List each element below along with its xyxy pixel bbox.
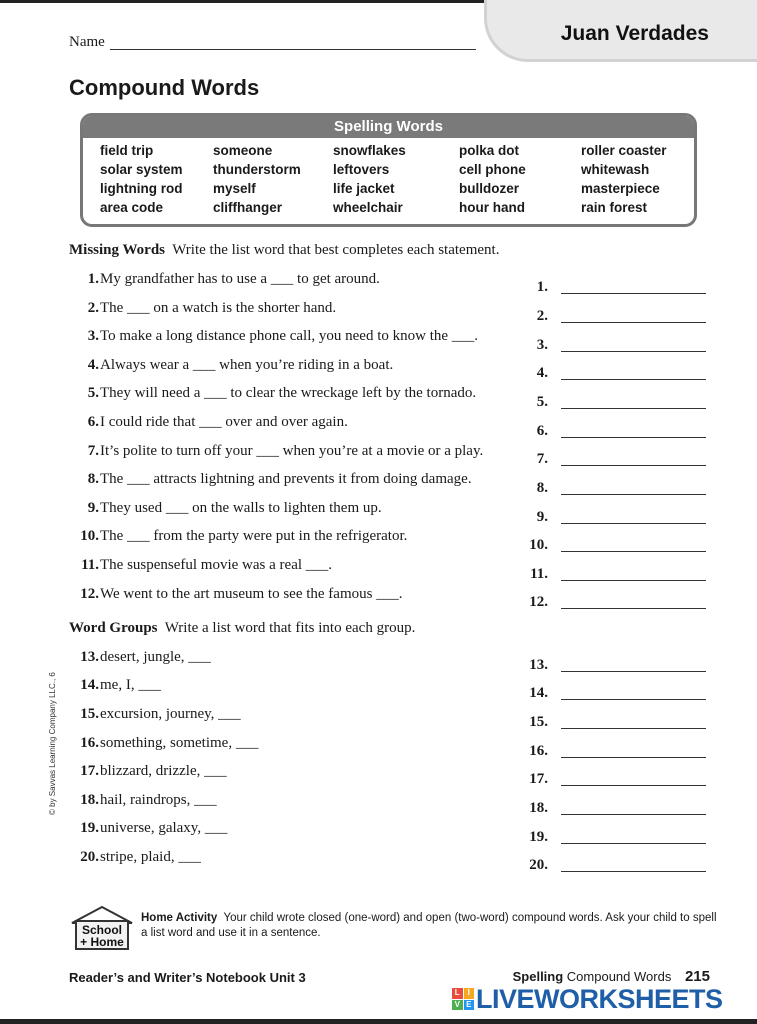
answer-blank-1[interactable] xyxy=(561,293,706,294)
answer-blank-6[interactable] xyxy=(561,437,706,438)
question-number: 19. xyxy=(80,820,99,836)
answer-number: 19. xyxy=(529,829,548,845)
answer-blank-11[interactable] xyxy=(561,580,706,581)
footer-book-title: Reader’s and Writer’s Notebook Unit 3 xyxy=(69,970,306,985)
answer-number: 7. xyxy=(536,451,548,467)
logo-school-text: School xyxy=(81,923,123,937)
answer-blank-5[interactable] xyxy=(561,408,706,409)
spelling-word: someone xyxy=(213,143,273,158)
question-text: hail, raindrops, ___ xyxy=(100,792,217,808)
question-text: blizzard, drizzle, ___ xyxy=(100,763,227,779)
logo-letter: L xyxy=(452,988,463,999)
spelling-word: area code xyxy=(100,200,164,215)
school-home-logo xyxy=(68,903,136,951)
answer-number: 20. xyxy=(529,857,548,873)
spelling-word: masterpiece xyxy=(581,181,660,196)
answer-number: 2. xyxy=(536,308,548,324)
question-number: 10. xyxy=(80,528,99,544)
question-number: 14. xyxy=(80,677,99,693)
spelling-word: snowflakes xyxy=(333,143,406,158)
question-text: The suspenseful movie was a real ___. xyxy=(100,557,333,573)
word-groups-instruction: Write a list word that fits into each group. xyxy=(164,620,416,636)
answer-blank-12[interactable] xyxy=(561,608,706,609)
question-text: The ___ from the party were put in the refrigerator. xyxy=(100,528,408,544)
liveworksheets-watermark xyxy=(452,984,723,1014)
copyright-notice: © by Savvas Learning Company LLC., 6 xyxy=(48,672,57,815)
spelling-word: cell phone xyxy=(459,162,526,177)
answer-blank-13[interactable] xyxy=(561,671,706,672)
spelling-word: cliffhanger xyxy=(213,200,283,215)
name-input-line[interactable] xyxy=(110,49,476,50)
page-title: Compound Words xyxy=(69,75,260,100)
question-number: 3. xyxy=(87,328,99,344)
answer-blank-18[interactable] xyxy=(561,814,706,815)
answer-blank-3[interactable] xyxy=(561,351,706,352)
question-text: I could ride that ___ over and over again. xyxy=(100,414,348,430)
question-text: The ___ on a watch is the shorter hand. xyxy=(100,300,337,316)
question-number: 15. xyxy=(80,706,99,722)
spelling-word: bulldozer xyxy=(459,181,519,196)
liveworksheets-text: LIVEWORKSHEETS xyxy=(476,983,723,1014)
spelling-word: myself xyxy=(213,181,256,196)
answer-blank-2[interactable] xyxy=(561,322,706,323)
question-text: They used ___ on the walls to lighten them up. xyxy=(100,500,382,516)
answer-number: 13. xyxy=(529,657,548,673)
question-number: 11. xyxy=(81,557,99,573)
answer-blank-19[interactable] xyxy=(561,843,706,844)
spelling-word: life jacket xyxy=(333,181,395,196)
page-number: 215 xyxy=(684,968,710,985)
answer-number: 12. xyxy=(529,594,548,610)
answer-blank-17[interactable] xyxy=(561,785,706,786)
question-number: 4. xyxy=(87,357,99,373)
answer-blank-7[interactable] xyxy=(561,465,706,466)
footer-page-info xyxy=(513,968,710,985)
answer-blank-9[interactable] xyxy=(561,523,706,524)
spelling-word: rain forest xyxy=(581,200,648,215)
answer-number: 18. xyxy=(529,800,548,816)
spelling-word: roller coaster xyxy=(581,143,667,158)
question-number: 18. xyxy=(80,792,99,808)
question-number: 7. xyxy=(87,443,99,459)
answer-blank-16[interactable] xyxy=(561,757,706,758)
question-text: universe, galaxy, ___ xyxy=(100,820,228,836)
question-text: desert, jungle, ___ xyxy=(100,649,211,665)
answer-blank-15[interactable] xyxy=(561,728,706,729)
question-number: 13. xyxy=(80,649,99,665)
spelling-word: field trip xyxy=(100,143,154,158)
question-number: 2. xyxy=(87,300,99,316)
footer-spelling: Spelling xyxy=(512,969,564,984)
answer-number: 1. xyxy=(536,279,548,295)
spelling-words-box xyxy=(80,113,697,227)
answer-blank-14[interactable] xyxy=(561,699,706,700)
answer-number: 10. xyxy=(529,537,548,553)
answer-blank-4[interactable] xyxy=(561,379,706,380)
question-text: stripe, plaid, ___ xyxy=(100,849,201,865)
name-label: Name xyxy=(69,34,105,50)
question-text: My grandfather has to use a ___ to get around. xyxy=(100,271,380,287)
question-number: 17. xyxy=(80,763,99,779)
word-groups-heading: Word Groups xyxy=(69,620,158,636)
question-number: 12. xyxy=(80,586,99,602)
spelling-word: hour hand xyxy=(459,200,525,215)
spelling-word: whitewash xyxy=(581,162,650,177)
logo-letter: E xyxy=(464,1000,475,1011)
logo-letter: V xyxy=(452,1000,463,1011)
spelling-words-heading: Spelling Words xyxy=(83,116,694,138)
logo-home-text: + Home xyxy=(80,935,124,949)
student-name: Juan Verdades xyxy=(560,22,709,45)
answer-number: 6. xyxy=(536,423,548,439)
spelling-word: polka dot xyxy=(459,143,519,158)
spelling-word: thunderstorm xyxy=(213,162,301,177)
footer-topic: Compound Words xyxy=(566,969,672,984)
answer-blank-10[interactable] xyxy=(561,551,706,552)
spelling-word: leftovers xyxy=(333,162,390,177)
answer-blank-8[interactable] xyxy=(561,494,706,495)
answer-number: 17. xyxy=(529,771,548,787)
word-groups-directions xyxy=(69,620,415,637)
spelling-word: wheelchair xyxy=(333,200,403,215)
spelling-words-grid xyxy=(83,138,694,224)
answer-blank-20[interactable] xyxy=(561,871,706,872)
question-number: 20. xyxy=(80,849,99,865)
answer-number: 8. xyxy=(536,480,548,496)
answer-number: 16. xyxy=(529,743,548,759)
bottom-border xyxy=(0,1019,757,1024)
question-text: It’s polite to turn off your ___ when you’re at a movie or a play. xyxy=(100,443,484,459)
question-number: 5. xyxy=(87,385,99,401)
home-activity-note xyxy=(141,911,721,941)
answer-number: 15. xyxy=(529,714,548,730)
question-text: We went to the art museum to see the famous ___. xyxy=(100,586,403,602)
answer-number: 5. xyxy=(536,394,548,410)
answer-number: 11. xyxy=(530,566,548,582)
question-number: 8. xyxy=(87,471,99,487)
answer-number: 9. xyxy=(536,509,548,525)
answer-number: 14. xyxy=(529,685,548,701)
question-text: excursion, journey, ___ xyxy=(100,706,241,722)
question-number: 9. xyxy=(87,500,99,516)
question-text: something, sometime, ___ xyxy=(100,735,259,751)
logo-letter: I xyxy=(464,988,475,999)
question-text: The ___ attracts lightning and prevents it from doing damage. xyxy=(100,471,472,487)
spelling-word: lightning rod xyxy=(100,181,183,196)
answer-number: 3. xyxy=(536,337,548,353)
liveworksheets-logo-icon xyxy=(452,988,474,1010)
answer-number: 4. xyxy=(536,365,548,381)
question-number: 6. xyxy=(87,414,99,430)
question-number: 1. xyxy=(87,271,99,287)
spelling-word: solar system xyxy=(100,162,183,177)
missing-words-heading: Missing Words xyxy=(69,242,165,258)
home-activity-text: Your child wrote closed (one-word) and open (two-word) compound words. Ask your child to spell a list word and use it in a sentence. xyxy=(141,912,717,939)
missing-words-directions xyxy=(69,242,499,259)
question-number: 16. xyxy=(80,735,99,751)
question-text: Always wear a ___ when you’re riding in a boat. xyxy=(100,357,394,373)
question-text: To make a long distance phone call, you need to know the ___. xyxy=(100,328,479,344)
question-text: me, I, ___ xyxy=(100,677,161,693)
home-activity-label: Home Activity xyxy=(141,912,218,924)
missing-words-instruction: Write the list word that best completes each statement. xyxy=(172,242,500,258)
student-name-tab xyxy=(484,0,757,62)
question-text: They will need a ___ to clear the wreckage left by the tornado. xyxy=(100,385,477,401)
